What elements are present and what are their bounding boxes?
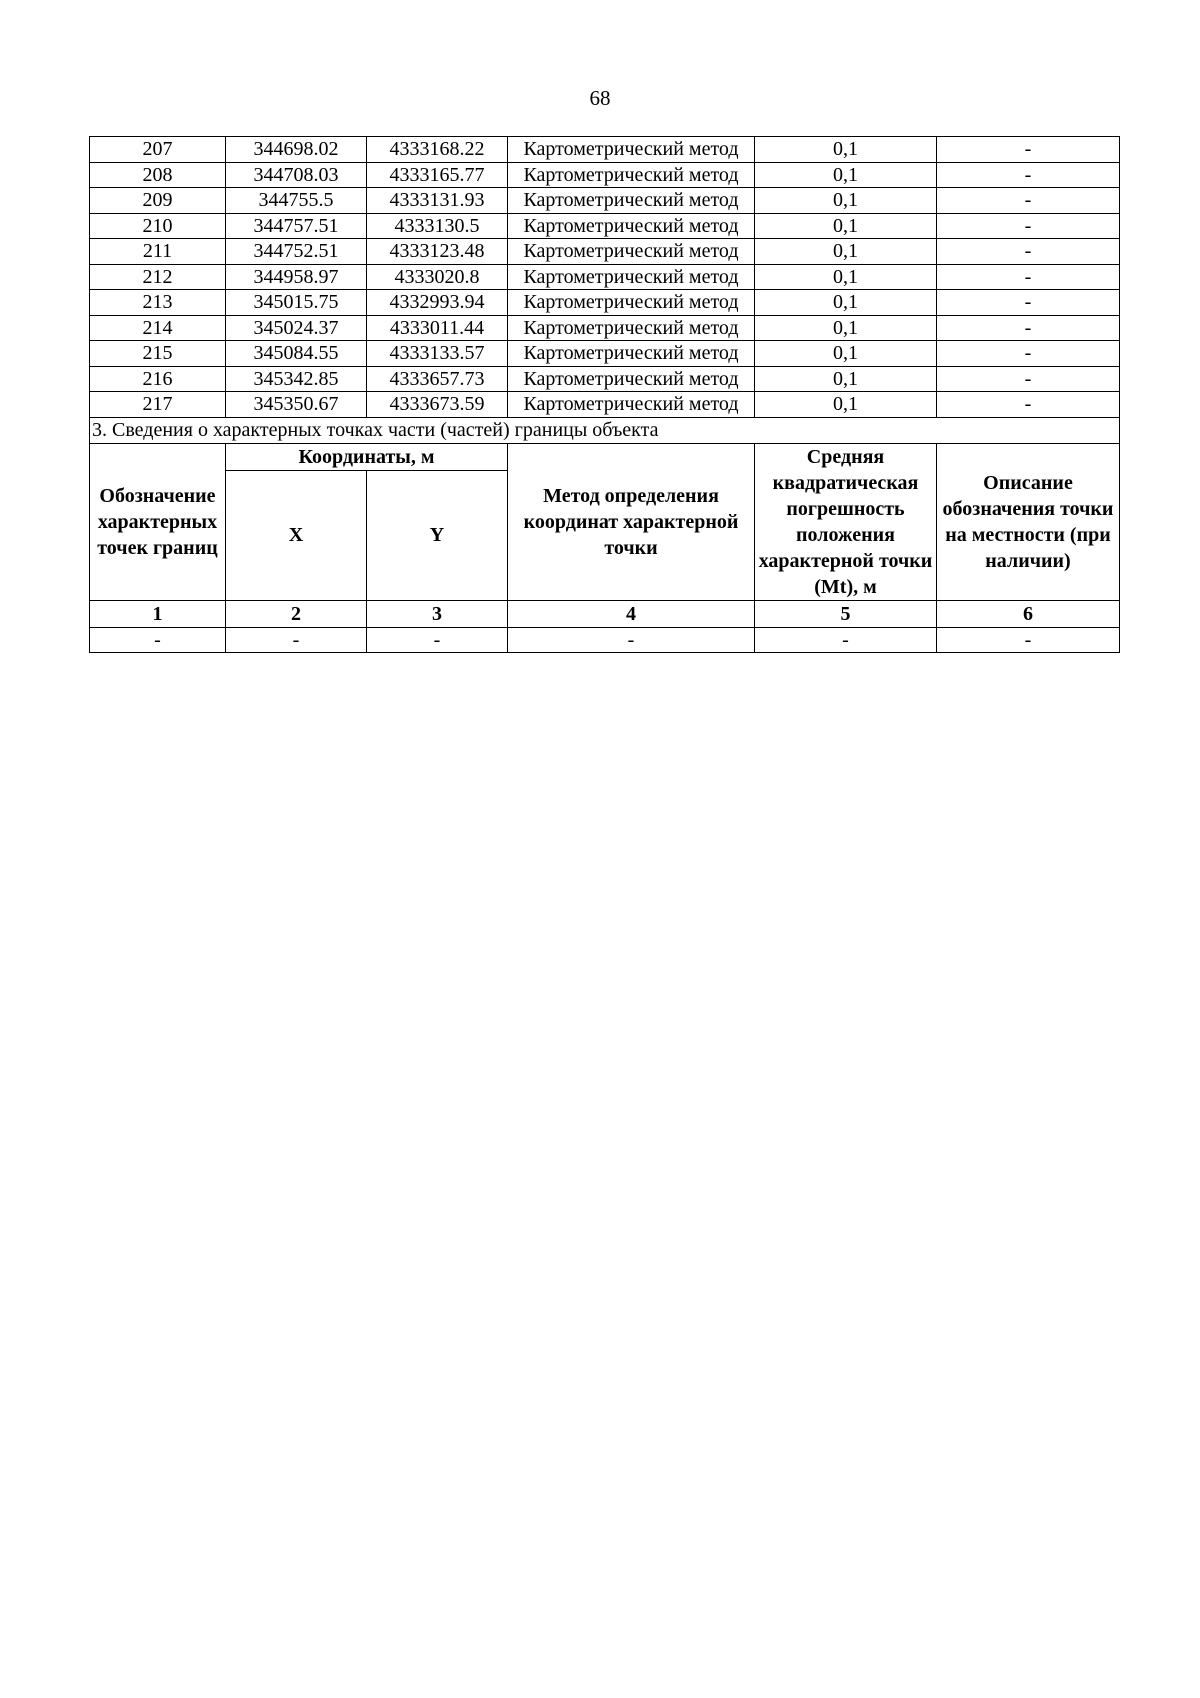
method-cell: Картометрический метод bbox=[508, 137, 755, 163]
description-cell: - bbox=[937, 392, 1120, 418]
mt-cell: 0,1 bbox=[755, 315, 937, 341]
mt-cell: 0,1 bbox=[755, 239, 937, 265]
column-number: 2 bbox=[226, 600, 367, 627]
x-coordinate-cell: 345024.37 bbox=[226, 315, 367, 341]
x-coordinate-cell: 345015.75 bbox=[226, 290, 367, 316]
table-row bbox=[90, 341, 1120, 367]
y-coordinate-cell: 4333133.57 bbox=[367, 341, 508, 367]
table-row bbox=[90, 162, 1120, 188]
header-x: X bbox=[226, 471, 367, 600]
empty-cell: - bbox=[367, 627, 508, 652]
y-coordinate-cell: 4333020.8 bbox=[367, 264, 508, 290]
section-3-header-row bbox=[90, 443, 1120, 471]
y-coordinate-cell: 4333131.93 bbox=[367, 188, 508, 214]
y-coordinate-cell: 4333657.73 bbox=[367, 366, 508, 392]
table-row bbox=[90, 264, 1120, 290]
point-number-cell: 215 bbox=[90, 341, 226, 367]
table-row bbox=[90, 315, 1120, 341]
empty-cell: - bbox=[226, 627, 367, 652]
description-cell: - bbox=[937, 188, 1120, 214]
y-coordinate-cell: 4333673.59 bbox=[367, 392, 508, 418]
point-number-cell: 209 bbox=[90, 188, 226, 214]
column-number: 3 bbox=[367, 600, 508, 627]
mt-cell: 0,1 bbox=[755, 264, 937, 290]
method-cell: Картометрический метод bbox=[508, 290, 755, 316]
mt-cell: 0,1 bbox=[755, 341, 937, 367]
empty-cell: - bbox=[937, 627, 1120, 652]
table-row bbox=[90, 188, 1120, 214]
point-number-cell: 214 bbox=[90, 315, 226, 341]
method-cell: Картометрический метод bbox=[508, 239, 755, 265]
column-number: 5 bbox=[755, 600, 937, 627]
x-coordinate-cell: 344752.51 bbox=[226, 239, 367, 265]
y-coordinate-cell: 4333168.22 bbox=[367, 137, 508, 163]
description-cell: - bbox=[937, 239, 1120, 265]
description-cell: - bbox=[937, 213, 1120, 239]
header-method: Метод определения координат характерной точки bbox=[508, 443, 755, 600]
header-mt: Средняя квадратическая погрешность положения характерной точки (Mt), м bbox=[755, 443, 937, 600]
table-row bbox=[90, 392, 1120, 418]
y-coordinate-cell: 4333123.48 bbox=[367, 239, 508, 265]
mt-cell: 0,1 bbox=[755, 392, 937, 418]
method-cell: Картометрический метод bbox=[508, 188, 755, 214]
mt-cell: 0,1 bbox=[755, 137, 937, 163]
point-number-cell: 208 bbox=[90, 162, 226, 188]
header-desc: Описание обозначения точки на местности (при наличии) bbox=[937, 443, 1120, 600]
mt-cell: 0,1 bbox=[755, 188, 937, 214]
y-coordinate-cell: 4333165.77 bbox=[367, 162, 508, 188]
y-coordinate-cell: 4333011.44 bbox=[367, 315, 508, 341]
empty-cell: - bbox=[508, 627, 755, 652]
method-cell: Картометрический метод bbox=[508, 366, 755, 392]
description-cell: - bbox=[937, 366, 1120, 392]
empty-cell: - bbox=[755, 627, 937, 652]
mt-cell: 0,1 bbox=[755, 366, 937, 392]
x-coordinate-cell: 345342.85 bbox=[226, 366, 367, 392]
column-numbers-row bbox=[90, 600, 1120, 627]
point-number-cell: 217 bbox=[90, 392, 226, 418]
method-cell: Картометрический метод bbox=[508, 341, 755, 367]
x-coordinate-cell: 344698.02 bbox=[226, 137, 367, 163]
point-number-cell: 207 bbox=[90, 137, 226, 163]
point-number-cell: 212 bbox=[90, 264, 226, 290]
table-row bbox=[90, 366, 1120, 392]
header-designation: Обозначение характерных точек границ bbox=[90, 443, 226, 600]
page-number: 68 bbox=[589, 86, 611, 110]
x-coordinate-cell: 345350.67 bbox=[226, 392, 367, 418]
empty-cell: - bbox=[90, 627, 226, 652]
section-3-empty-row bbox=[90, 627, 1120, 652]
mt-cell: 0,1 bbox=[755, 290, 937, 316]
description-cell: - bbox=[937, 162, 1120, 188]
method-cell: Картометрический метод bbox=[508, 264, 755, 290]
point-number-cell: 211 bbox=[90, 239, 226, 265]
table-row bbox=[90, 137, 1120, 163]
x-coordinate-cell: 344958.97 bbox=[226, 264, 367, 290]
method-cell: Картометрический метод bbox=[508, 315, 755, 341]
x-coordinate-cell: 344757.51 bbox=[226, 213, 367, 239]
header-coordinates: Координаты, м bbox=[226, 443, 508, 471]
y-coordinate-cell: 4333130.5 bbox=[367, 213, 508, 239]
mt-cell: 0,1 bbox=[755, 213, 937, 239]
x-coordinate-cell: 345084.55 bbox=[226, 341, 367, 367]
point-number-cell: 213 bbox=[90, 290, 226, 316]
description-cell: - bbox=[937, 341, 1120, 367]
column-number: 1 bbox=[90, 600, 226, 627]
boundary-points-rows bbox=[90, 137, 1120, 418]
mt-cell: 0,1 bbox=[755, 162, 937, 188]
x-coordinate-cell: 344755.5 bbox=[226, 188, 367, 214]
table-row bbox=[90, 213, 1120, 239]
boundary-points-table bbox=[89, 136, 1120, 653]
column-number: 6 bbox=[937, 600, 1120, 627]
point-number-cell: 216 bbox=[90, 366, 226, 392]
description-cell: - bbox=[937, 290, 1120, 316]
section-3-title-row bbox=[90, 417, 1120, 443]
column-number: 4 bbox=[508, 600, 755, 627]
section-3-title: 3. Сведения о характерных точках части (частей) границы объекта bbox=[90, 417, 1120, 443]
description-cell: - bbox=[937, 137, 1120, 163]
description-cell: - bbox=[937, 315, 1120, 341]
point-number-cell: 210 bbox=[90, 213, 226, 239]
section-3 bbox=[90, 417, 1120, 652]
description-cell: - bbox=[937, 264, 1120, 290]
method-cell: Картометрический метод bbox=[508, 162, 755, 188]
x-coordinate-cell: 344708.03 bbox=[226, 162, 367, 188]
header-y: Y bbox=[367, 471, 508, 600]
table-row bbox=[90, 239, 1120, 265]
method-cell: Картометрический метод bbox=[508, 213, 755, 239]
table-row bbox=[90, 290, 1120, 316]
y-coordinate-cell: 4332993.94 bbox=[367, 290, 508, 316]
method-cell: Картометрический метод bbox=[508, 392, 755, 418]
